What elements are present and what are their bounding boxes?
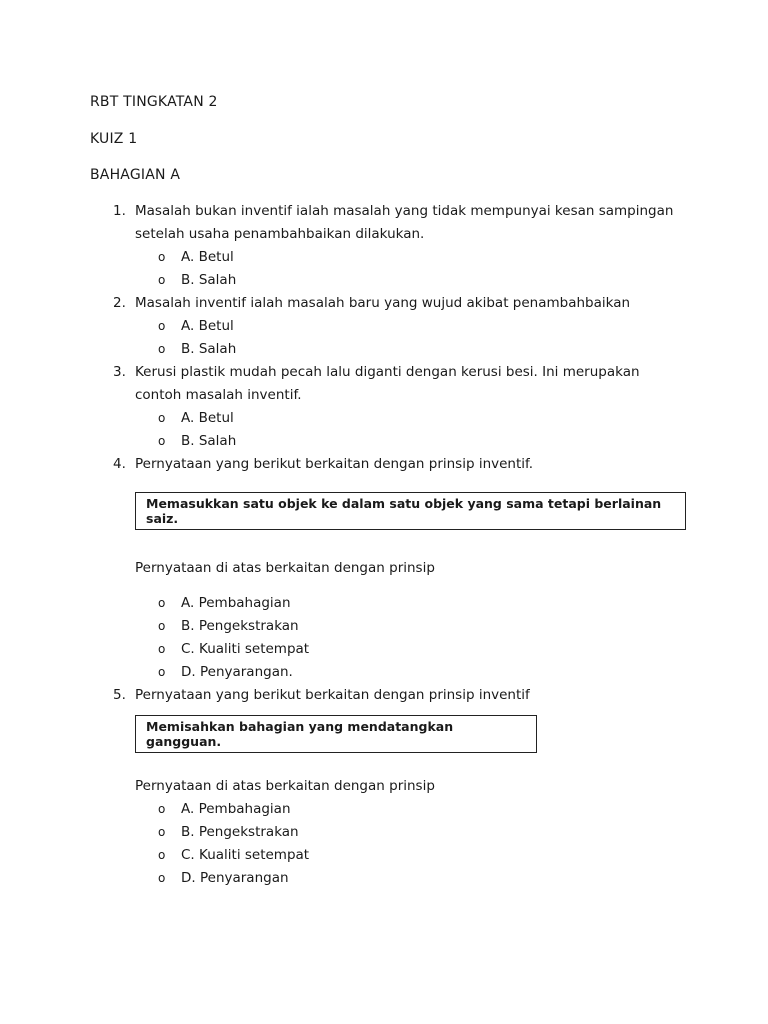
question-5-option-c[interactable] [158,844,309,867]
question-1-option-a[interactable] [158,246,234,269]
question-text: Kerusi plastik mudah pecah lalu diganti dengan kerusi besi. Ini merupakan contoh masalah inventif. [135,364,640,403]
bullet-icon: o [158,665,166,679]
question-4-option-c[interactable] [158,638,309,661]
question-number: 4. [113,456,126,472]
question-5 [113,684,683,707]
bullet-icon: o [158,319,166,333]
question-4-option-a[interactable] [158,592,291,615]
question-4-option-d[interactable] [158,661,293,684]
statement-box-5: Memisahkan bahagian yang mendatangkan gangguan. [135,715,537,753]
question-number: 5. [113,687,126,703]
question-2-option-a[interactable] [158,315,234,338]
question-4-option-b[interactable] [158,615,299,638]
bullet-icon: o [158,848,166,862]
bullet-icon: o [158,273,166,287]
question-5-option-d[interactable] [158,867,289,890]
question-number: 2. [113,295,126,311]
statement-box-4: Memasukkan satu objek ke dalam satu objek yang sama tetapi berlainan saiz. [135,492,686,530]
option-label: B. Salah [181,341,237,357]
bullet-icon: o [158,642,166,656]
section-title: BAHAGIAN A [90,167,181,183]
question-number: 1. [113,203,126,219]
question-4 [113,453,683,476]
bullet-icon: o [158,434,166,448]
question-2-option-b[interactable] [158,338,236,361]
option-label: B. Salah [181,433,237,449]
bullet-icon: o [158,596,166,610]
option-label: C. Kualiti setempat [181,847,310,863]
question-3-option-b[interactable] [158,430,236,453]
option-label: B. Salah [181,272,237,288]
option-label: B. Pengekstrakan [181,618,299,634]
option-label: A. Betul [181,318,234,334]
question-3-option-a[interactable] [158,407,234,430]
subject-title: RBT TINGKATAN 2 [90,94,218,110]
question-3 [113,361,683,407]
option-label: C. Kualiti setempat [181,641,310,657]
bullet-icon: o [158,342,166,356]
question-5-option-a[interactable] [158,798,291,821]
bullet-icon: o [158,802,166,816]
bullet-icon: o [158,825,166,839]
option-label: A. Betul [181,249,234,265]
question-1-option-b[interactable] [158,269,236,292]
question-5-prompt: Pernyataan di atas berkaitan dengan prinsip [135,778,435,794]
question-1 [113,200,683,246]
question-text: Masalah bukan inventif ialah masalah yang tidak mempunyai kesan sampingan setelah usaha penambahbaikan dilakukan. [135,203,674,242]
bullet-icon: o [158,619,166,633]
bullet-icon: o [158,250,166,264]
question-text: Pernyataan yang berikut berkaitan dengan prinsip inventif [135,687,530,703]
question-text: Masalah inventif ialah masalah baru yang wujud akibat penambahbaikan [135,295,631,311]
question-text: Pernyataan yang berikut berkaitan dengan prinsip inventif. [135,456,534,472]
option-label: A. Pembahagian [181,801,291,817]
option-label: A. Betul [181,410,234,426]
bullet-icon: o [158,411,166,425]
question-4-prompt: Pernyataan di atas berkaitan dengan prinsip [135,560,435,576]
question-number: 3. [113,364,126,380]
question-2 [113,292,683,315]
option-label: A. Pembahagian [181,595,291,611]
bullet-icon: o [158,871,166,885]
option-label: D. Penyarangan [181,870,289,886]
option-label: B. Pengekstrakan [181,824,299,840]
quiz-title: KUIZ 1 [90,131,138,147]
question-5-option-b[interactable] [158,821,299,844]
option-label: D. Penyarangan. [181,664,293,680]
